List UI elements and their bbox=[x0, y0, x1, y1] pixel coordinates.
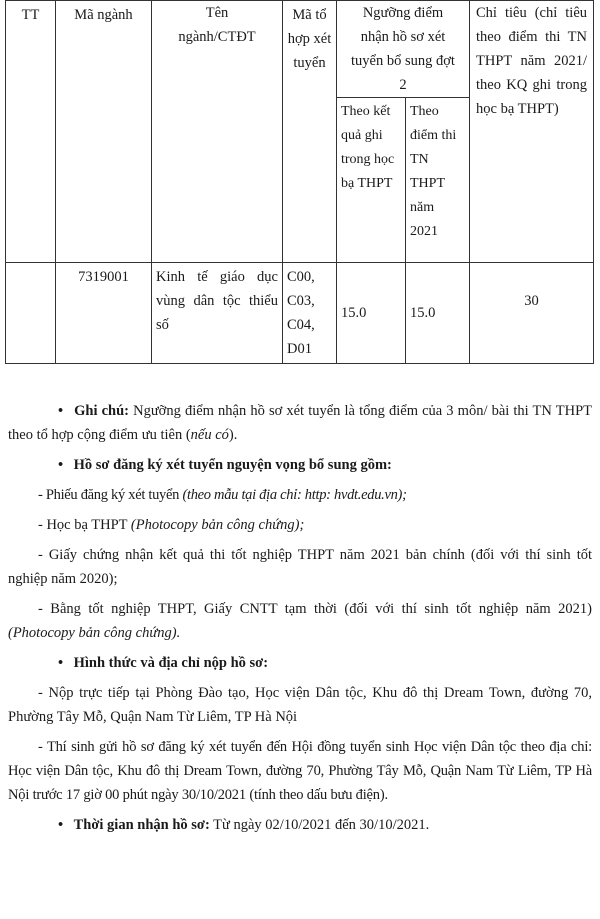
item2-italic: (Photocopy bản công chứng); bbox=[130, 517, 305, 533]
header-nguong-diem: Ngưỡng điểm nhận hồ sơ xét tuyển bổ sung đợt 2 bbox=[337, 1, 470, 98]
cell-ten-nganh: Kinh tế giáo dục vùng dân tộc thiểu số bbox=[152, 263, 283, 364]
list-item bbox=[0, 513, 600, 537]
ghi-chu-label: Ghi chú: bbox=[74, 403, 129, 419]
notes-section bbox=[0, 393, 600, 837]
bullet-icon: • bbox=[58, 403, 64, 419]
cell-ma-to-hop: C00, C03, C04, D01 bbox=[283, 263, 337, 364]
item2-text: - Học bạ THPT bbox=[38, 517, 131, 533]
header-ma-to-hop: Mã tổ hợp xét tuyển bbox=[283, 1, 337, 263]
admission-table bbox=[5, 0, 594, 364]
list-item bbox=[0, 597, 600, 645]
table-header-row bbox=[6, 1, 594, 98]
header-ten-nganh: Tên ngành/CTĐT bbox=[152, 1, 283, 263]
ghi-chu-end: ). bbox=[228, 427, 238, 443]
thoi-gian-paragraph bbox=[0, 813, 600, 837]
thoi-gian-text: Từ ngày 02/10/2021 đến 30/10/2021. bbox=[209, 817, 430, 833]
cell-hoc-ba: 15.0 bbox=[337, 263, 406, 364]
ghi-chu-text: Ngưỡng điểm nhận hồ sơ xét tuyển là tổng điểm của 3 môn/ bài thi TN THPT theo tổ hợp cộng điểm ưu tiên ( bbox=[8, 403, 592, 443]
cell-ma-nganh: 7319001 bbox=[56, 263, 152, 364]
table-row bbox=[6, 263, 594, 364]
ghi-chu-italic: nếu có bbox=[190, 427, 229, 443]
hinh-thuc-heading-text: Hình thức và địa chỉ nộp hồ sơ: bbox=[73, 655, 269, 671]
header-theo-diem-thi: Theo điểm thi TN THPT năm 2021 bbox=[406, 98, 470, 263]
item1-italic: (theo mẫu tại địa chỉ: http: hvdt.edu.vn); bbox=[182, 487, 407, 503]
ghi-chu-paragraph bbox=[0, 399, 600, 447]
thoi-gian-label: Thời gian nhận hồ sơ: bbox=[73, 817, 210, 833]
header-chi-tieu: Chỉ tiêu (chỉ tiêu theo điểm thi TN THPT năm 2021/ theo KQ ghi trong học bạ THPT) bbox=[470, 1, 594, 263]
ho-so-heading bbox=[0, 453, 600, 477]
cell-diem-thi: 15.0 bbox=[406, 263, 470, 364]
header-theo-hoc-ba: Theo kết quả ghi trong học bạ THPT bbox=[337, 98, 406, 263]
header-tt: TT bbox=[6, 1, 56, 263]
header-ma-nganh: Mã ngành bbox=[56, 1, 152, 263]
cell-chi-tieu: 30 bbox=[470, 263, 594, 364]
gui-ho-so: - Thí sinh gửi hồ sơ đăng ký xét tuyển đến Hội đồng tuyển sinh Học viện Dân tộc theo địa chỉ: Học viện Dân tộc, Khu đô thị Dream Town, đường 70, Phường Tây Mỗ, Quận Nam Từ Liêm, TP Hà Nội trước 17 giờ 00 phút ngày 30/10/2021 (tính theo dấu bưu điện). bbox=[8, 739, 592, 803]
cell-tt bbox=[6, 263, 56, 364]
hinh-thuc-heading bbox=[0, 651, 600, 675]
ho-so-heading-text: Hồ sơ đăng ký xét tuyển nguyện vọng bổ sung gồm: bbox=[73, 457, 392, 473]
nop-truc-tiep: - Nộp trực tiếp tại Phòng Đào tạo, Học viện Dân tộc, Khu đô thị Dream Town, đường 70, Phường Tây Mỗ, Quận Nam Từ Liêm, TP Hà Nội bbox=[8, 685, 592, 725]
list-item bbox=[0, 483, 600, 507]
item4-text: - Bằng tốt nghiệp THPT, Giấy CNTT tạm thời (đối với thí sinh tốt nghiệp năm 2021) bbox=[38, 601, 592, 617]
item3-text: - Giấy chứng nhận kết quả thi tốt nghiệp THPT năm 2021 bản chính (đối với thí sinh tốt nghiệp năm 2020); bbox=[8, 547, 592, 587]
item4-italic: (Photocopy bản công chứng). bbox=[8, 625, 181, 641]
bullet-icon: • bbox=[58, 655, 64, 671]
bullet-icon: • bbox=[58, 817, 64, 833]
item1-text: - Phiếu đăng ký xét tuyển bbox=[38, 487, 183, 503]
list-item bbox=[0, 543, 600, 591]
bullet-icon: • bbox=[58, 457, 64, 473]
